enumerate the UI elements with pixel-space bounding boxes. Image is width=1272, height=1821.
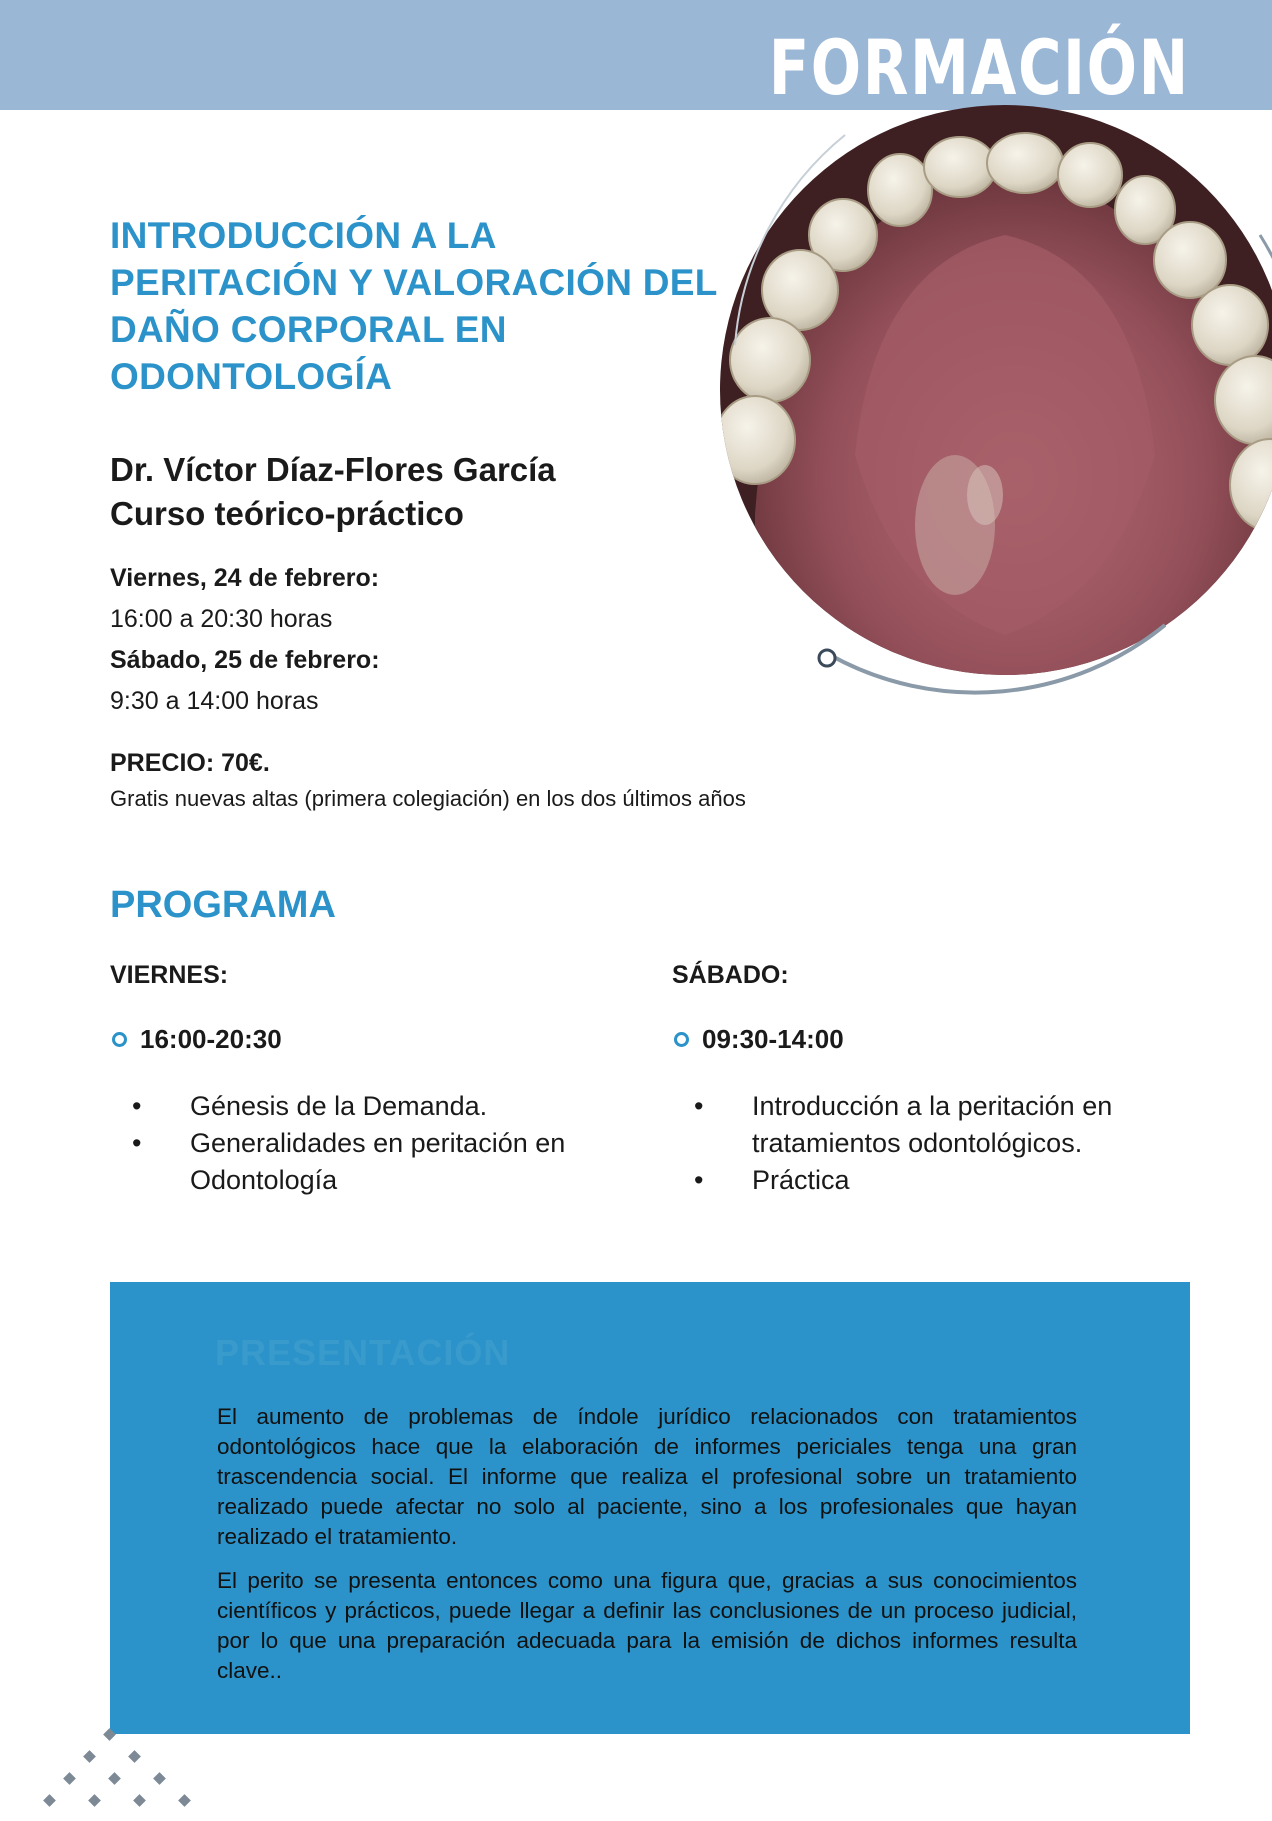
bullet-icon: • [132,1128,142,1158]
instructor-block [110,448,730,536]
list-item [110,1088,590,1125]
program-column-friday [110,958,590,1199]
program-heading: PROGRAMA [110,884,336,926]
dental-photo [715,95,1272,735]
program-day-label: VIERNES: [110,961,229,989]
list-item [110,1125,590,1199]
course-title: INTRODUCCIÓN A LA PERITACIÓN Y VALORACIÓN DEL DAÑO CORPORAL EN ODONTOLOGÍA [110,215,718,397]
course-type: Curso teórico-práctico [110,495,464,532]
diamond-dot-icon [153,1772,166,1785]
bullet-icon: • [694,1091,704,1121]
program-time-row [110,1022,590,1056]
price-block [110,745,910,817]
topic-text: Práctica [752,1165,850,1195]
presentation-paragraph: El perito se presenta entonces como una figura que, gracias a sus conocimientos científicos y prácticos, puede llegar a definir las conclusiones de un proceso judicial, por lo que una preparación adecuada para la emisión de dichos informes resulta clave.. [217,1568,1077,1683]
program-column-saturday [672,958,1152,1199]
bullet-icon: • [132,1091,142,1121]
topic-text: Introducción a la peritación en tratamientos odontológicos. [752,1091,1113,1158]
diamond-dot-icon [178,1794,191,1807]
ring-bullet-icon [674,1032,689,1047]
program-time: 09:30-14:00 [702,1024,844,1054]
schedule [110,558,710,722]
diamond-dot-icon [133,1794,146,1807]
dental-arch-photo-icon [715,95,1272,735]
diamond-dot-icon [88,1794,101,1807]
diamond-dot-icon [83,1750,96,1763]
program-day-label: SÁBADO: [672,961,789,989]
section-label: FORMACIÓN [768,23,1190,112]
ring-bullet-icon [112,1032,127,1047]
program-time-row [672,1022,1152,1056]
price-note: Gratis nuevas altas (primera colegiación) en los dos últimos años [110,786,746,811]
diamond-dot-icon [103,1728,116,1741]
diamond-dot-icon [43,1794,56,1807]
diamond-dot-icon [108,1772,121,1785]
topic-text: Génesis de la Demanda. [190,1091,488,1121]
diamond-dot-icon [63,1772,76,1785]
schedule-hours-1: 16:00 a 20:30 horas [110,605,333,633]
list-item [672,1088,1152,1162]
program-time: 16:00-20:30 [140,1024,282,1054]
instructor-name: Dr. Víctor Díaz-Flores García [110,451,556,488]
price-label: PRECIO: 70€. [110,749,270,777]
presentation-faint-title: PRESENTACIÓN [215,1332,511,1373]
diamond-dots-decoration-icon [30,1720,230,1816]
list-item [672,1162,1152,1199]
bullet-icon: • [694,1165,704,1195]
topic-text: Generalidades en peritación en Odontología [190,1128,566,1195]
schedule-hours-2: 9:30 a 14:00 horas [110,687,319,715]
topic-list [110,1088,590,1199]
topic-list [672,1088,1152,1199]
schedule-day-2: Sábado, 25 de febrero: [110,646,380,674]
diamond-dot-icon [128,1750,141,1763]
schedule-day-1: Viernes, 24 de febrero: [110,564,380,592]
presentation-paragraph: El aumento de problemas de índole jurídico relacionados con tratamientos odontológicos hace que la elaboración de informes periciales tenga una gran trascendencia social. El informe que realiza el profesional sobre un tratamiento realizado puede afectar no solo al paciente, sino a los profesionales que hayan realizado el tratamiento. [217,1404,1077,1549]
diamond-pattern-icon [30,1720,230,1816]
presentation-text [217,1402,1077,1700]
presentation-box [110,1282,1190,1734]
